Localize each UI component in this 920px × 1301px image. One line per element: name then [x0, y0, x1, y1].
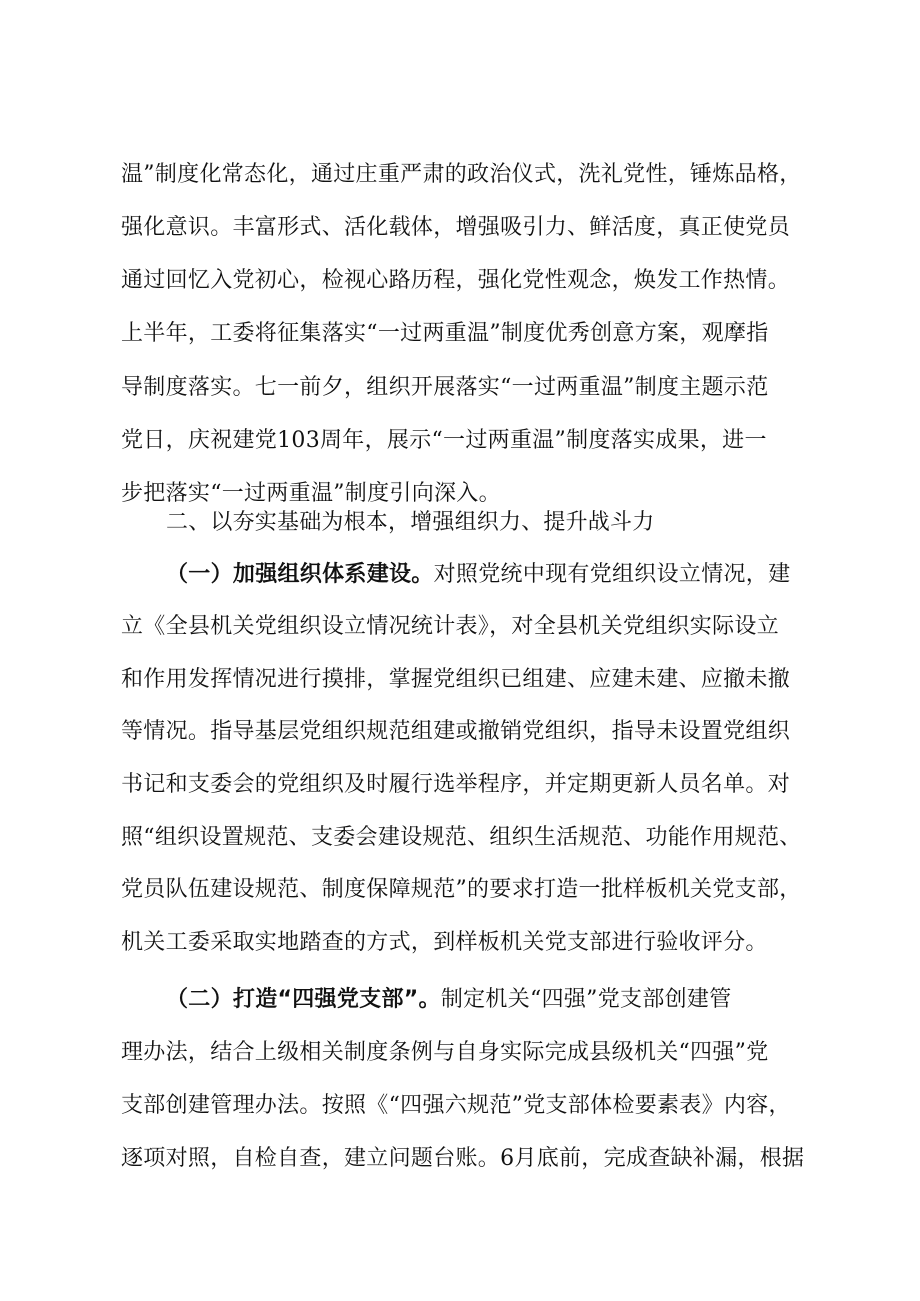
paragraph-line: 支部创建管理办法。按照《“四强六规范”党支部体检要素表》内容，: [121, 1093, 791, 1118]
paragraph-line: 党日，庆祝建党103周年，展示“一过两重温”制度落实成果，进一: [121, 428, 767, 453]
item-first-line: [166, 985, 831, 1015]
paragraph-line: 立《全县机关党组织设立情况统计表》，对全县机关党组织实际设立: [121, 614, 780, 639]
item-text: 制定机关“四强”党支部创建管: [440, 987, 732, 1012]
item-title: （二）打造“四强党支部”。: [166, 987, 441, 1012]
paragraph-line: 上半年，工委将征集落实“一过两重温”制度优秀创意方案，观摩指: [121, 321, 769, 346]
paragraph-line: 温”制度化常态化，通过庄重严肃的政治仪式，洗礼党性，锤炼品格，: [121, 162, 802, 187]
section-heading: 二、以夯实基础为根本，增强组织力、提升战斗力: [166, 510, 655, 535]
paragraph-line: 党员队伍建设规范、制度保障规范”的要求打造一批样板机关党支部，: [121, 877, 802, 902]
paragraph-line: 导制度落实。七一前夕，组织开展落实“一过两重温”制度主题示范: [121, 375, 769, 400]
paragraph-line: 照“组织设置规范、支委会建设规范、组织生活规范、功能作用规范、: [121, 825, 802, 850]
paragraph-line: 强化意识。丰富形式、活化载体，增强吸引力、鲜活度，真正使党员: [121, 215, 791, 240]
paragraph-line: 步把落实“一过两重温”制度引向深入。: [121, 481, 501, 506]
paragraph-line: 理办法，结合上级相关制度条例与自身实际完成县级机关“四强”党: [121, 1040, 769, 1065]
paragraph-line: 和作用发挥情况进行摸排，掌握党组织已组建、应建未建、应撤未撤: [121, 667, 791, 692]
item-title: （一）加强组织体系建设。: [166, 562, 434, 587]
item-text: 对照党统中现有党组织设立情况，建: [433, 562, 791, 587]
paragraph-line: 逐项对照，自检自查，建立问题台账。6月底前，完成查缺补漏，根据: [121, 1146, 805, 1171]
item-first-line: [166, 560, 831, 590]
paragraph-line: 书记和支委会的党组织及时履行选举程序，并定期更新人员名单。对: [121, 772, 791, 797]
paragraph-line: 通过回忆入党初心，检视心路历程，强化党性观念，焕发工作热情。: [121, 268, 791, 293]
paragraph-line: 机关工委采取实地踏查的方式，到样板机关党支部进行验收评分。: [121, 930, 768, 955]
paragraph-line: 等情况。指导基层党组织规范组建或撤销党组织，指导未设置党组织: [121, 719, 791, 744]
